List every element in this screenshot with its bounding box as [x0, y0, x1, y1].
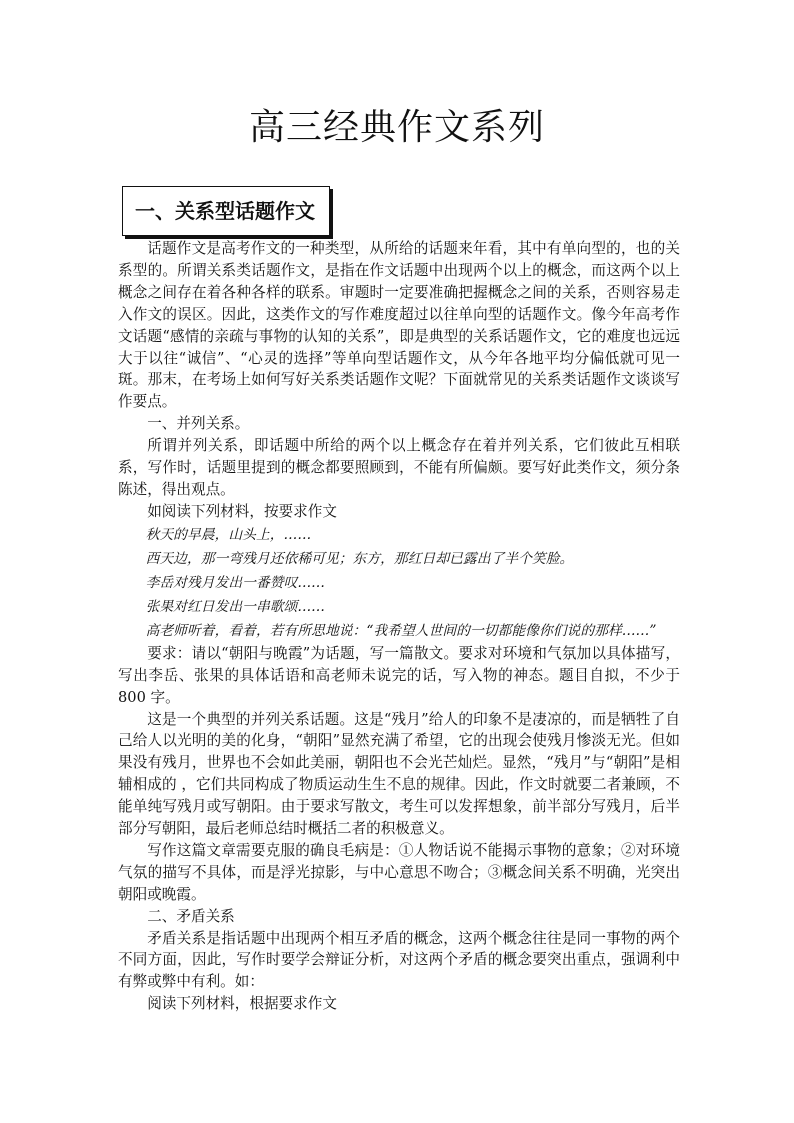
- quote-line: 秋天的早晨，山头上，……: [145, 526, 312, 543]
- paragraph-heading-parallel: 一、并列关系。: [147, 415, 250, 433]
- quote-line: 高老师听着，看着，若有所思地说：“我希望人世间的一切都能像你们说的那样……”: [145, 622, 657, 639]
- section-heading: 一、关系型话题作文: [135, 199, 315, 223]
- paragraph-contradiction-desc: 矛盾关系是指话题中出现两个相互矛盾的概念，这两个概念往往是同一事物的两个不同方面，因此，写作时要学会辩证分析，对这两个矛盾的概念要突出重点，强调利中有弊或弊中有利。如：: [118, 929, 680, 991]
- paragraph-analysis: 这是一个典型的并列关系话题。这是“残月”给人的印象不是凄凉的，而是牺牲了自己给人以光明的美的化身，“朝阳”显然充满了希望，它的出现会使残月惨淡无光。但如果没有残月，世界也不会如此美丽，朝阳也不会光芒灿烂。显然，“残月”与“朝阳”是相辅相成的 ，它们共同构成了物质运动生生不息的规律。因此，作文时就要二者兼顾，不能单纯写残月或写朝阳。由于要求写散文，考生可以发挥想象，前半部分写残月，后半部分写朝阳，最后老师总结时概括二者的积极意义。: [118, 710, 680, 838]
- quote-line: 张果对红日发出一串歌颂……: [145, 598, 325, 615]
- paragraph-requirement: 要求：请以“朝阳与晚霞”为话题，写一篇散文。要求对环境和气氛加以具体描写，写出李岳、张果的具体话语和高老师未说完的话，写入物的神态。题目自拟，不少于 800 字。: [118, 644, 680, 706]
- quote-line: 西天边，那一弯残月还依稀可见；东方，那红日却已露出了半个笑脸。: [145, 550, 574, 567]
- document-body: [118, 238, 680, 1015]
- paragraph-parallel-desc: 所谓并列关系，即话题中所给的两个以上概念存在着并列关系，它们彼此互相联系，写作时，话题里提到的概念都要照顾到，不能有所偏颇。要写好此类作文，须分条陈述，得出观点。: [118, 437, 680, 498]
- section-heading-box: [122, 186, 330, 236]
- paragraph-example-intro: 如阅读下列材料，按要求作文: [147, 502, 337, 520]
- paragraph-intro: 话题作文是高考作文的一种类型，从所给的话题来年看，其中有单向型的，也的关系型的。所谓关系类话题作文，是指在作文话题中出现两个以上的概念，而这两个以上概念之间存在着各种各样的联系。审题时一定要准确把握概念之间的关系，否则容易走入作文的误区。因此，这类作文的写作难度超过以往单向型的话题作文。像今年高考作文话题“感情的亲疏与事物的认知的关系”，即是典型的关系话题作文，它的难度也远远大于以往“诚信”、“心灵的选择”等单向型话题作文，从今年各地平均分偏低就可见一斑。那末，在考场上如何写好关系类话题作文呢？下面就常见的关系类话题作文谈谈写作要点。: [118, 240, 680, 411]
- page-title: 高三经典作文系列: [248, 107, 545, 148]
- paragraph-read-material: 阅读下列材料，根据要求作文: [147, 995, 337, 1013]
- paragraph-pitfalls: 写作这篇文章需要克服的确良毛病是：①人物话说不能揭示事物的意象；②对环境气氛的描写不具体，而是浮光掠影，与中心意思不吻合；③概念间关系不明确，光突出朝阳或晚霞。: [118, 841, 680, 903]
- quote-line: 李岳对残月发出一番赞叹……: [145, 574, 325, 591]
- paragraph-heading-contradiction: 二、矛盾关系: [147, 907, 235, 925]
